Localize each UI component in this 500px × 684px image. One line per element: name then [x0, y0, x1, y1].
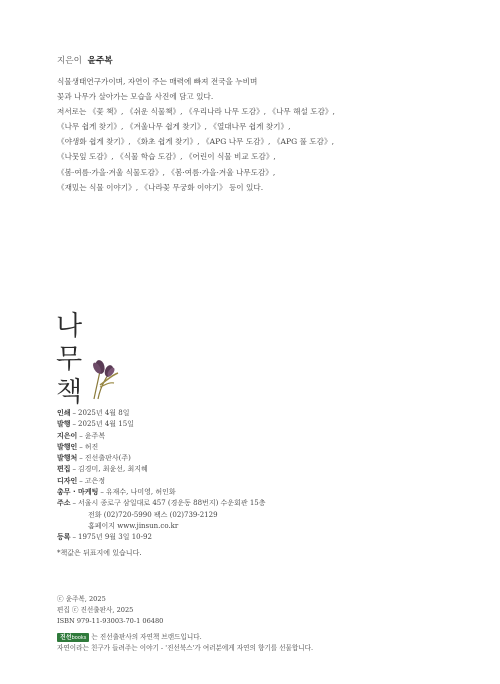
colophon-row: 발행인 – 허진 [57, 442, 99, 451]
colophon-label: 등록 [57, 533, 71, 542]
colophon-value: 김경미, 최윤선, 최지혜 [78, 465, 148, 474]
colophon-value: 허진 [84, 442, 99, 451]
slogan: 자연이라는 친구가 들려주는 이야기 - '진선북스'가 여러분에게 자연의 향기를 선물합니다. [57, 644, 314, 652]
author-bio-line: 저서로는 《꽃 책》, 《쉬운 식물책》, 《우리나라 나무 도감》, 《나무 해설 도감》, [57, 107, 335, 117]
colophon-label: 발행인 [57, 442, 78, 451]
logo-main: 진선 [60, 633, 72, 641]
colophon-row: 편집 – 김경미, 최윤선, 최지혜 [57, 465, 148, 474]
colophon-row: 인쇄 – 2025년 4월 8일 [57, 409, 130, 417]
colophon [57, 408, 477, 559]
author-bio-line: 《나뭇잎 도감》, 《식물 학습 도감》, 《어린이 식물 비교 도감》, [57, 152, 276, 162]
colophon-label: 편집 [57, 465, 71, 474]
author-bio-line: 식물생태연구가이며, 자연이 주는 매력에 빠져 전국을 누비며 [57, 77, 258, 86]
colophon-label: 발행 [57, 420, 71, 429]
colophon-row: 발행 – 2025년 4월 15일 [57, 420, 134, 429]
colophon-value: 유재수, 나미영, 허인화 [105, 488, 176, 497]
author-heading [57, 55, 477, 67]
title-char: 무 [56, 344, 83, 375]
colophon-label: 인쇄 [57, 409, 71, 417]
colophon-value: 1975년 9월 3일 10-92 [78, 533, 152, 542]
colophon-row: 등록 – 1975년 9월 3일 10-92 [57, 533, 152, 542]
author-role: 지은이 [57, 56, 82, 66]
colophon-row: 발행처 – 진선출판사(주) [57, 454, 131, 463]
copyright-edit: 편집 ⓒ 진선출판사, 2025 [57, 606, 134, 614]
colophon-row: 총무 · 마케팅 – 유재수, 나미영, 허인화 [57, 488, 176, 497]
brand-line [57, 632, 477, 643]
copyright-author: ⓒ 윤주복, 2025 [57, 595, 106, 603]
colophon-label: 발행처 [57, 454, 78, 463]
flower-illustration [78, 355, 126, 401]
author-section [57, 55, 477, 195]
contact-homepage: 홈페이지 www.jinsun.co.kr [88, 521, 179, 530]
colophon-label: 디자인 [57, 476, 78, 485]
title-char: 나 [56, 311, 83, 342]
title-char: 책 [56, 377, 83, 408]
colophon-label: 주소 [57, 499, 71, 508]
colophon-value: 서울시 종로구 삼일대로 457 (경운동 88번지) 수운회관 15층 [78, 499, 266, 508]
colophon-value: 2025년 4월 8일 [78, 409, 130, 417]
brand-text: 는 진선출판사의 자연책 브랜드입니다. [91, 633, 202, 641]
author-bio-line: 《재밌는 식물 이야기》, 《나라꽃 무궁화 이야기》 등이 있다. [57, 182, 264, 192]
colophon-value: 2025년 4월 15일 [78, 420, 134, 429]
colophon-row: 디자인 – 고은정 [57, 476, 106, 485]
colophon-label: 총무 · 마케팅 [57, 488, 99, 497]
author-bio-line: 《봄·여름·가을·겨울 식물도감》, 《봄·여름·가을·겨울 나무도감》, [57, 167, 276, 177]
author-bio-line: 꽃과 나무가 살아가는 모습을 사진에 담고 있다. [57, 92, 214, 102]
colophon-value: 진선출판사(주) [84, 454, 131, 463]
logo-sub: books [71, 634, 87, 641]
publisher-logo [57, 633, 89, 642]
price-note: *책값은 뒤표지에 있습니다. [57, 548, 142, 557]
contact-phone-fax: 전화 (02)720-5990 팩스 (02)739-2129 [88, 510, 218, 519]
colophon-row: 주소 – 서울시 종로구 삼일대로 457 (경운동 88번지) 수운회관 15층 [57, 499, 266, 508]
author-name: 윤주복 [87, 56, 113, 66]
colophon-value: 고은정 [84, 476, 106, 485]
author-bio-line: 《야생화 쉽게 찾기》, 《화초 쉽게 찾기》, 《APG 나무 도감》, 《APG 풀 도감》, [57, 137, 334, 147]
colophon-label: 지은이 [57, 431, 78, 440]
footer [57, 594, 477, 654]
author-bio-line: 《나무 쉽게 찾기》, 《겨울나무 쉽게 찾기》, 《열대나무 쉽게 찾기》, [57, 122, 291, 132]
colophon-row: 지은이 – 윤주복 [57, 431, 106, 440]
colophon-value: 윤주복 [84, 431, 106, 440]
isbn: ISBN 979-11-93003-70-1 06480 [57, 617, 164, 625]
